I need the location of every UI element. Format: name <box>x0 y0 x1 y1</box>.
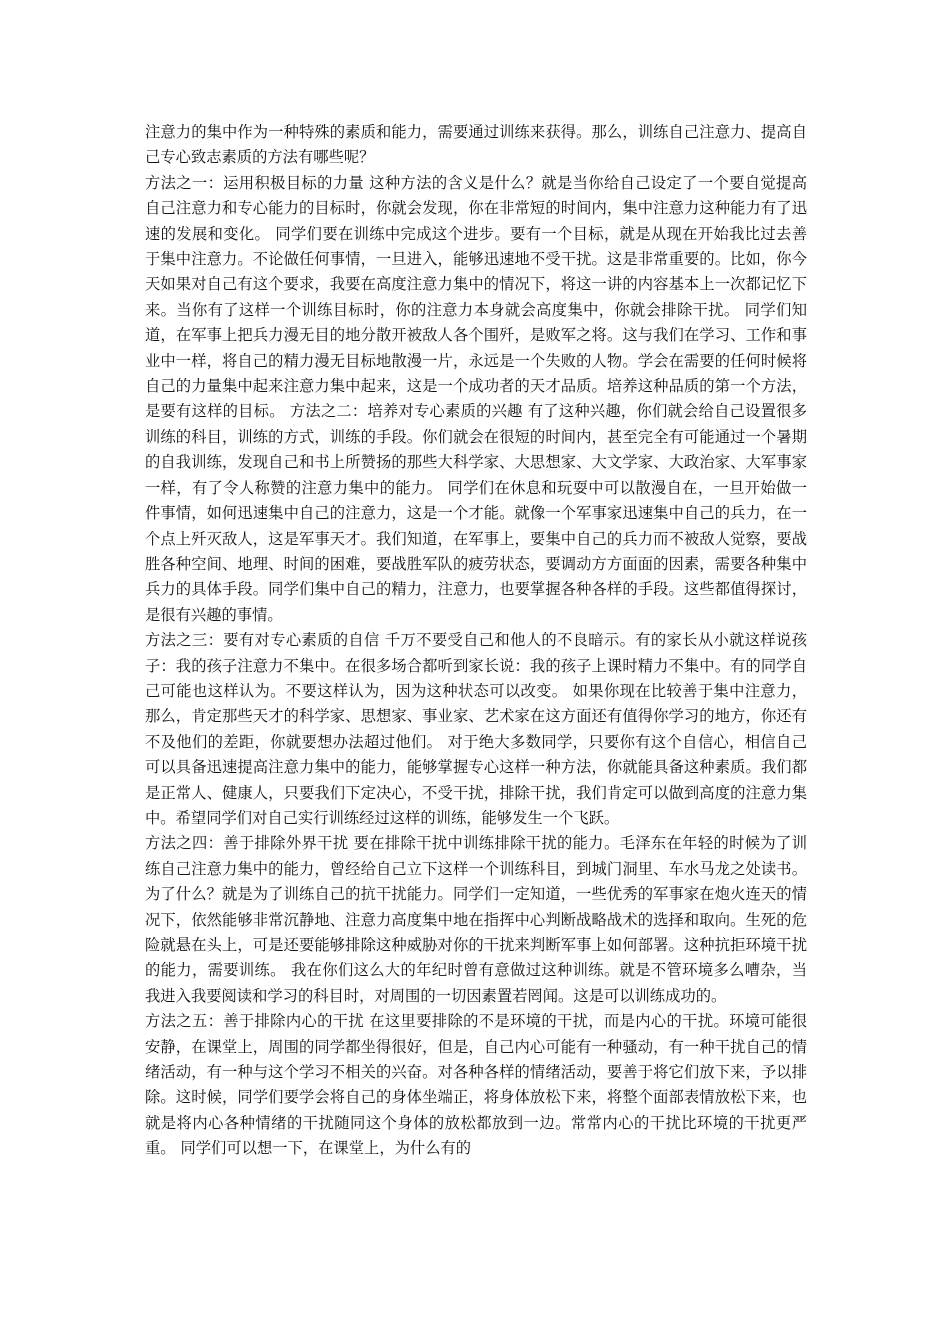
paragraph-intro: 注意力的集中作为一种特殊的素质和能力，需要通过训练来获得。那么，训练自己注意力、提高自己专心致志素质的方法有哪些呢？ <box>145 123 807 167</box>
paragraph-methods-one-two: 方法之一：运用积极目标的力量 这种方法的含义是什么？就是当你给自己设定了一个要自觉提高自己注意力和专心能力的目标时，你就会发现，你在非常短的时间内，集中注意力这种能力有了迅速的发展和变化。 同学们要在训练中完成这个进步。要有一个目标，就是从现在开始我比过去善于集中注意力。不论做任何事情，一旦进入，能够迅速地不受干扰。这是非常重要的。比如，你今天如果对自己有这个要求，我要在高度注意力集中的情况下，将这一讲的内容基本上一次都记忆下来。当你有了这样一个训练目标时，你的注意力本身就会高度集中，你就会排除干扰。 同学们知道，在军事上把兵力漫无目的地分散开被敌人各个围歼，是败军之将。这与我们在学习、工作和事业中一样，将自己的精力漫无目标地散漫一片，永远是一个失败的人物。学会在需要的任何时候将自己的力量集中起来注意力集中起来，这是一个成功者的天才品质。培养这种品质的第一个方法，是要有这样的目标。 方法之二：培养对专心素质的兴趣 有了这种兴趣，你们就会给自己设置很多训练的科目，训练的方式，训练的手段。你们就会在很短的时间内，甚至完全有可能通过一个暑期的自我训练，发现自己和书上所赞扬的那些大科学家、大思想家、大文学家、大政治家、大军事家一样，有了令人称赞的注意力集中的能力。 同学们在休息和玩耍中可以散漫自在，一旦开始做一件事情，如何迅速集中自己的注意力，这是一个才能。就像一个军事家迅速集中自己的兵力，在一个点上歼灭敌人，这是军事天才。我们知道，在军事上，要集中自己的兵力而不被敌人觉察，要战胜各种空间、地理、时间的困难，要战胜军队的疲劳状态，要调动方方面面的因素，需要各种集中兵力的具体手段。同学们集中自己的精力，注意力，也要掌握各种各样的手段。这些都值得探讨，是很有兴趣的事情。 <box>145 173 807 624</box>
paragraph-method-three: 方法之三：要有对专心素质的自信 千万不要受自己和他人的不良暗示。有的家长从小就这样说孩子：我的孩子注意力不集中。在很多场合都听到家长说：我的孩子上课时精力不集中。有的同学自己可能也这样认为。不要这样认为，因为这种状态可以改变。 如果你现在比较善于集中注意力，那么，肯定那些天才的科学家、思想家、事业家、艺术家在这方面还有值得你学习的地方，你还有不及他们的差距，你就要想办法超过他们。 对于绝大多数同学，只要你有这个自信心，相信自己可以具备迅速提高注意力集中的能力，能够掌握专心这样一种方法，你就能具备这种素质。我们都是正常人、健康人，只要我们下定决心，不受干扰，排除干扰，我们肯定可以做到高度的注意力集中。希望同学们对自己实行训练经过这样的训练，能够发生一个飞跃。 <box>145 631 807 827</box>
paragraph-method-five: 方法之五：善于排除内心的干扰 在这里要排除的不是环境的干扰，而是内心的干扰。环境可能很安静，在课堂上，周围的同学都坐得很好，但是，自己内心可能有一种骚动，有一种干扰自己的情绪活动，有一种与这个学习不相关的兴奋。对各种各样的情绪活动，要善于将它们放下来，予以排除。这时候，同学们要学会将自己的身体坐端正，将身体放松下来，将整个面部表情放松下来，也就是将内心各种情绪的干扰随同这个身体的放松都放到一边。常常内心的干扰比环境的干扰更严重。 同学们可以想一下，在课堂上，为什么有的 <box>145 1012 807 1158</box>
document-body <box>145 120 807 1162</box>
paragraph-method-four: 方法之四：善于排除外界干扰 要在排除干扰中训练排除干扰的能力。毛泽东在年轻的时候为了训练自己注意力集中的能力，曾经给自己立下这样一个训练科目，到城门洞里、车水马龙之处读书。为了什么？就是为了训练自己的抗干扰能力。同学们一定知道，一些优秀的军事家在炮火连天的情况下，依然能够非常沉静地、注意力高度集中地在指挥中心判断战略战术的选择和取向。生死的危险就悬在头上，可是还要能够排除这种威胁对你的干扰来判断军事上如何部署。这种抗拒环境干扰的能力，需要训练。 我在你们这么大的年纪时曾有意做过这种训练。就是不管环境多么嘈杂，当我进入我要阅读和学习的科目时，对周围的一切因素置若罔闻。这是可以训练成功的。 <box>145 834 807 1005</box>
